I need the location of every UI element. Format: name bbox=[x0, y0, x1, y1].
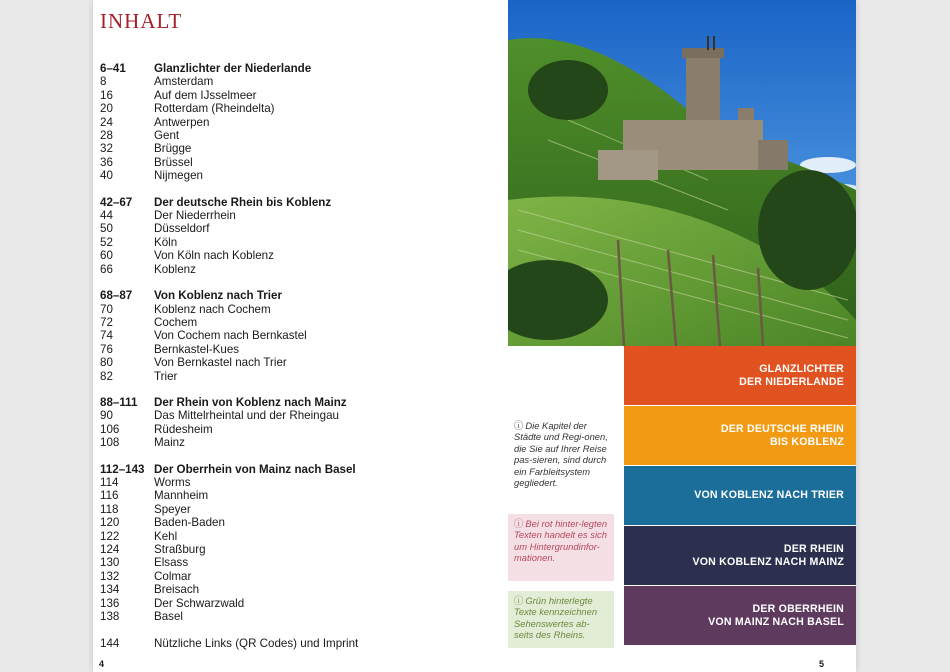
toc-entry-label: Nützliche Links (QR Codes) und Imprint bbox=[154, 637, 359, 650]
toc-page-range: 42–67 bbox=[100, 195, 133, 209]
toc-page-number: 134 bbox=[100, 583, 120, 597]
note-text: Bei rot hinter-legten Texten handelt es sich um Hintergrundinfor-mationen. bbox=[514, 518, 608, 564]
toc-entry bbox=[100, 75, 500, 88]
toc-entry-label: Antwerpen bbox=[154, 115, 210, 129]
toc-entry bbox=[100, 209, 500, 222]
toc-section bbox=[100, 463, 500, 624]
toc-entry bbox=[100, 436, 500, 449]
page-left bbox=[93, 0, 503, 672]
toc-entry bbox=[100, 222, 500, 235]
toc-page-number: 66 bbox=[100, 262, 113, 276]
toc-page-number: 40 bbox=[100, 169, 113, 183]
toc-entry bbox=[100, 503, 500, 516]
toc-entry-label: Basel bbox=[154, 610, 184, 624]
toc-heading-label: Glanzlichter der Niederlande bbox=[154, 62, 312, 75]
table-of-contents bbox=[100, 62, 500, 636]
toc-section bbox=[100, 196, 500, 276]
toc-entry bbox=[100, 129, 500, 142]
toc-entry bbox=[100, 516, 500, 529]
toc-page-number: 36 bbox=[100, 155, 113, 169]
toc-entry-label: Von Bernkastel nach Trier bbox=[154, 356, 287, 370]
toc-entry-label: Von Cochem nach Bernkastel bbox=[154, 329, 307, 343]
toc-page-number: 90 bbox=[100, 409, 113, 423]
toc-section bbox=[100, 62, 500, 183]
toc-page-number: 114 bbox=[100, 475, 119, 489]
toc-page-number: 120 bbox=[100, 516, 120, 530]
toc-page-range: 6–41 bbox=[100, 62, 126, 75]
toc-entry bbox=[100, 476, 500, 489]
toc-page-number: 124 bbox=[100, 543, 120, 556]
toc-section bbox=[100, 396, 500, 450]
toc-section bbox=[100, 289, 500, 383]
toc-entry-label: Speyer bbox=[154, 502, 191, 516]
castle-vineyard-photo bbox=[508, 0, 856, 346]
chapter-band: DER RHEIN VON KOBLENZ NACH MAINZ bbox=[624, 526, 856, 585]
toc-heading-label: Von Koblenz nach Trier bbox=[154, 289, 282, 303]
toc-entry-label: Trier bbox=[154, 369, 178, 383]
chapter-band: DER DEUTSCHE RHEIN BIS KOBLENZ bbox=[624, 406, 856, 465]
toc-entry-label: Elsass bbox=[154, 556, 189, 570]
toc-page-number: 20 bbox=[100, 102, 113, 116]
folio-left: 4 bbox=[99, 659, 105, 669]
toc-page-number: 28 bbox=[100, 129, 113, 143]
toc-page-number: 118 bbox=[100, 502, 119, 516]
toc-entry-label: Kehl bbox=[154, 529, 178, 543]
toc-section-heading bbox=[100, 396, 500, 409]
toc-page-number: 108 bbox=[100, 436, 120, 450]
toc-entry-label: Von Köln nach Koblenz bbox=[154, 249, 274, 263]
note-text: Grün hinterlegte Texte kennzeichnen Sehenswertes ab-seits des Rheins. bbox=[514, 595, 598, 641]
toc-entry bbox=[100, 116, 500, 129]
toc-page-number: 106 bbox=[100, 422, 120, 436]
toc-page-range: 68–87 bbox=[100, 289, 133, 303]
toc-entry bbox=[100, 409, 500, 422]
toc-footer-row bbox=[100, 637, 358, 650]
toc-entry-label: Das Mittelrheintal und der Rheingau bbox=[154, 409, 339, 423]
toc-page-number: 82 bbox=[100, 369, 113, 383]
toc-entry bbox=[100, 356, 500, 369]
toc-page-number: 76 bbox=[100, 342, 113, 356]
chapter-color-bands bbox=[624, 346, 856, 646]
toc-entry bbox=[100, 102, 500, 115]
toc-entry bbox=[100, 597, 500, 610]
toc-entry-label: Mannheim bbox=[154, 489, 209, 503]
toc-entry-label: Bernkastel-Kues bbox=[154, 342, 240, 356]
toc-entry bbox=[100, 303, 500, 316]
toc-page-range: 112–143 bbox=[100, 462, 145, 476]
toc-page-number: 60 bbox=[100, 249, 113, 263]
toc-page-number: 80 bbox=[100, 356, 113, 370]
toc-entry-label: Rüdesheim bbox=[154, 422, 213, 436]
page-right bbox=[508, 0, 856, 672]
toc-entry-label: Nijmegen bbox=[154, 169, 203, 183]
chapter-band: GLANZLICHTER DER NIEDERLANDE bbox=[624, 346, 856, 405]
chapter-band: DER OBERRHEIN VON MAINZ NACH BASEL bbox=[624, 586, 856, 645]
toc-page-number: 72 bbox=[100, 315, 113, 329]
toc-section-heading bbox=[100, 289, 500, 302]
toc-entry bbox=[100, 423, 500, 436]
note-red-background-info bbox=[508, 514, 614, 581]
toc-entry bbox=[100, 343, 500, 356]
toc-page-number: 136 bbox=[100, 596, 120, 610]
toc-section-heading bbox=[100, 463, 500, 476]
chapter-band: VON KOBLENZ NACH TRIER bbox=[624, 466, 856, 525]
toc-entry bbox=[100, 530, 500, 543]
toc-entry-label: Auf dem IJsselmeer bbox=[154, 88, 257, 102]
toc-entry bbox=[100, 370, 500, 383]
toc-section-heading bbox=[100, 62, 500, 75]
toc-entry-label: Brügge bbox=[154, 142, 192, 156]
note-green-sights bbox=[508, 591, 614, 648]
toc-entry-label: Brüssel bbox=[154, 155, 193, 169]
toc-entry-label: Gent bbox=[154, 129, 180, 143]
toc-page-number: 8 bbox=[100, 75, 107, 89]
toc-heading-label: Der Oberrhein von Mainz nach Basel bbox=[154, 462, 356, 476]
toc-entry-label: Cochem bbox=[154, 315, 198, 329]
toc-entry bbox=[100, 329, 500, 342]
toc-entry-label: Breisach bbox=[154, 583, 200, 597]
toc-entry bbox=[100, 142, 500, 155]
folio-right: 5 bbox=[819, 659, 825, 669]
info-icon: ⓘ bbox=[514, 420, 524, 431]
toc-heading-label: Der Rhein von Koblenz nach Mainz bbox=[154, 395, 347, 409]
toc-entry-label: Mainz bbox=[154, 436, 185, 450]
toc-entry-label: Koblenz nach Cochem bbox=[154, 302, 271, 316]
toc-entry-label: Rotterdam (Rheindelta) bbox=[154, 102, 275, 116]
toc-page-number: 116 bbox=[100, 489, 119, 503]
toc-page-number: 130 bbox=[100, 556, 120, 570]
toc-entry-label: Baden-Baden bbox=[154, 516, 225, 530]
toc-entry-label: Köln bbox=[154, 235, 178, 249]
toc-entry bbox=[100, 316, 500, 329]
toc-page-number: 52 bbox=[100, 235, 113, 249]
note-text: Die Kapitel der Städte und Regi-onen, die Sie auf Ihrer Reise pas-sieren, sind durch ein Farbleitsystem gegliedert. bbox=[514, 420, 608, 489]
toc-page-number: 50 bbox=[100, 222, 113, 236]
toc-page-number: 132 bbox=[100, 569, 120, 583]
toc-entry-label: Koblenz bbox=[154, 262, 196, 276]
toc-entry bbox=[100, 543, 500, 556]
toc-entry bbox=[100, 156, 500, 169]
info-icon: ⓘ bbox=[514, 518, 524, 529]
page-title: INHALT bbox=[100, 9, 183, 33]
note-chapter-color-system bbox=[508, 416, 614, 492]
toc-entry-label: Der Schwarzwald bbox=[154, 596, 245, 610]
toc-page-number: 16 bbox=[100, 88, 113, 102]
toc-entry-label: Der Niederrhein bbox=[154, 209, 236, 223]
toc-page-number: 74 bbox=[100, 329, 113, 343]
toc-entry bbox=[100, 583, 500, 596]
toc-entry bbox=[100, 610, 500, 623]
toc-entry-label: Straßburg bbox=[154, 543, 206, 556]
toc-page-number: 122 bbox=[100, 529, 120, 543]
toc-page-range: 88–111 bbox=[100, 395, 138, 409]
toc-page-number: 44 bbox=[100, 209, 113, 223]
toc-page-number: 24 bbox=[100, 115, 113, 129]
toc-page-number: 32 bbox=[100, 142, 113, 156]
info-icon: ⓘ bbox=[514, 595, 524, 606]
toc-entry bbox=[100, 89, 500, 102]
toc-page-number: 144 bbox=[100, 637, 120, 650]
toc-entry-label: Worms bbox=[154, 475, 191, 489]
toc-section-heading bbox=[100, 196, 500, 209]
toc-entry bbox=[100, 556, 500, 569]
toc-page-number: 138 bbox=[100, 610, 120, 624]
toc-entry bbox=[100, 249, 500, 262]
toc-page-number: 70 bbox=[100, 302, 113, 316]
toc-entry-label: Düsseldorf bbox=[154, 222, 210, 236]
toc-entry-label: Colmar bbox=[154, 569, 192, 583]
toc-entry-label: Amsterdam bbox=[154, 75, 214, 89]
toc-entry bbox=[100, 263, 500, 276]
toc-entry bbox=[100, 489, 500, 502]
toc-entry bbox=[100, 236, 500, 249]
toc-heading-label: Der deutsche Rhein bis Koblenz bbox=[154, 195, 332, 209]
toc-entry bbox=[100, 570, 500, 583]
toc-entry bbox=[100, 169, 500, 182]
